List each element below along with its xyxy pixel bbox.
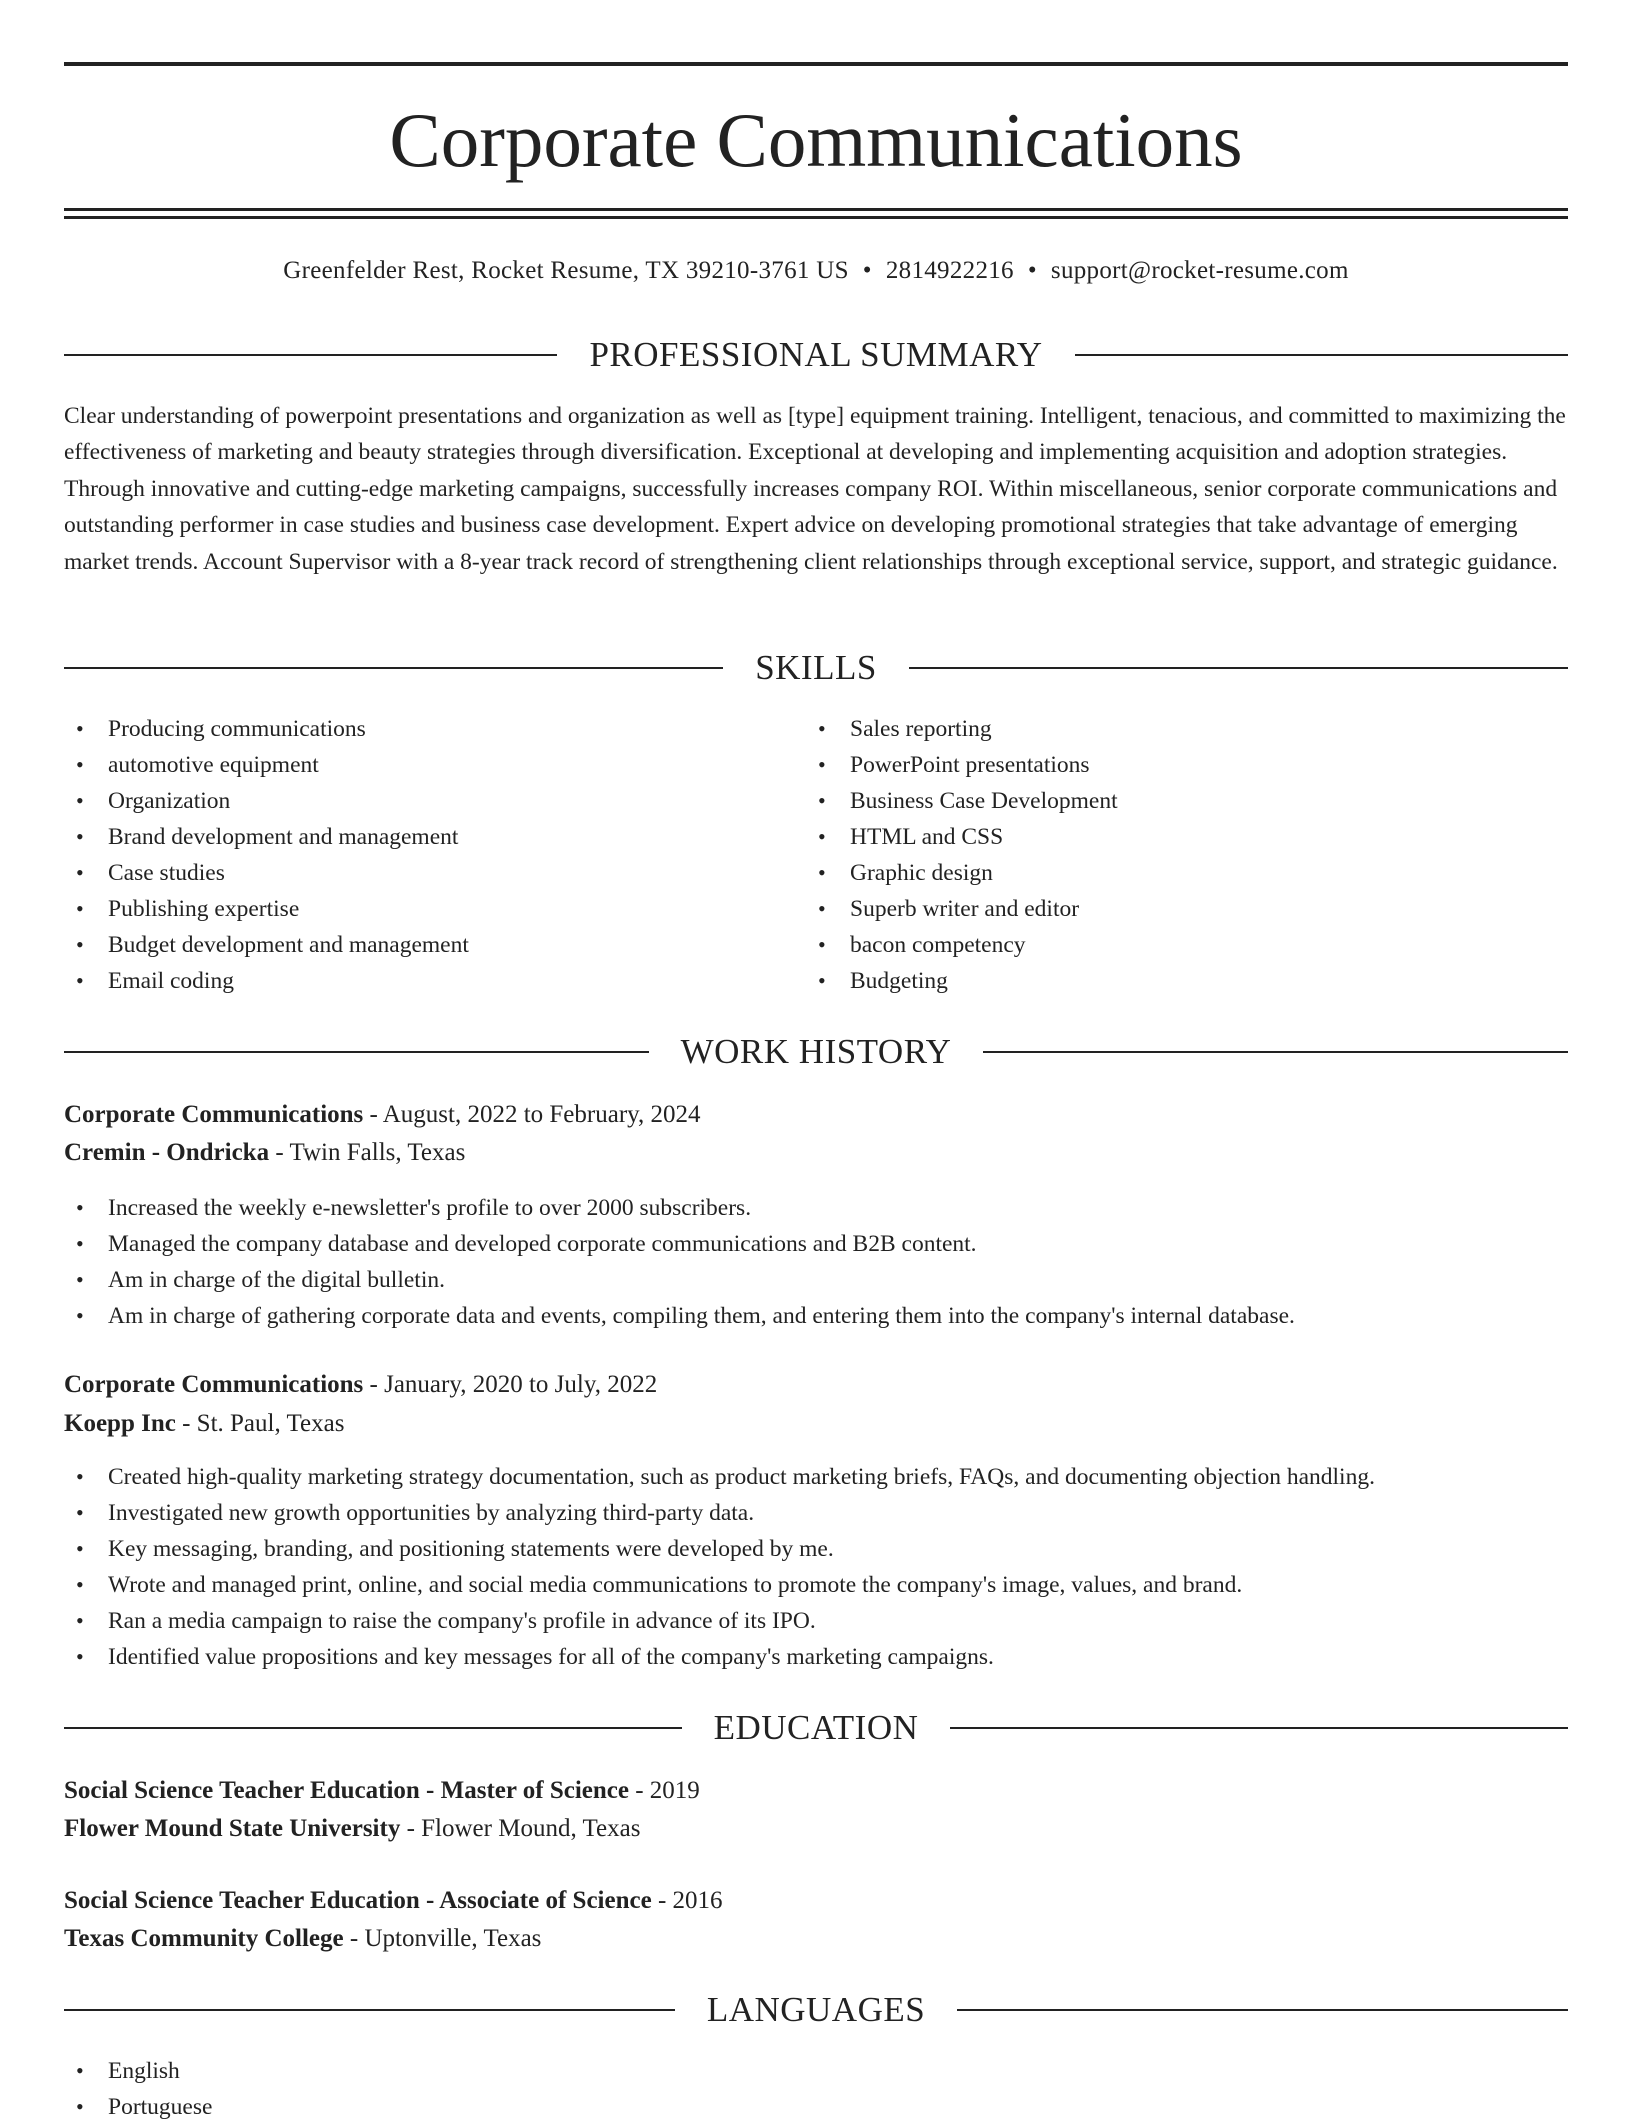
section-rule — [983, 1051, 1568, 1053]
contact-phone: 2814922216 — [885, 257, 1014, 284]
job-location: - St. Paul, Texas — [175, 1410, 345, 1437]
job-bullets — [64, 1190, 1568, 1334]
skill-item: • Sales reporting — [806, 711, 1506, 747]
job-title-line — [64, 1366, 1568, 1404]
title-rule-upper — [64, 208, 1568, 211]
section-rule — [950, 1727, 1568, 1729]
contact-separator: • — [1027, 257, 1037, 284]
work-heading: WORK HISTORY — [680, 1032, 952, 1071]
education-heading: EDUCATION — [713, 1708, 919, 1747]
skill-item: • Producing communications — [64, 711, 764, 747]
languages-heading: LANGUAGES — [706, 1990, 926, 2029]
job-location: - Twin Falls, Texas — [269, 1139, 466, 1166]
job-bullet: • Wrote and managed print, online, and social media communications to promote the company's image, values, and brand. — [64, 1567, 1568, 1603]
languages-section-header — [64, 1988, 1568, 2032]
education-school-line — [64, 1920, 1568, 1958]
job-bullet: • Am in charge of the digital bulletin. — [64, 1262, 1568, 1298]
skill-item: • HTML and CSS — [806, 819, 1506, 855]
section-rule — [64, 667, 723, 669]
section-rule — [957, 2009, 1568, 2011]
education-school: Flower Mound State University — [64, 1815, 401, 1842]
education-degree-line — [64, 1882, 1568, 1920]
job-bullet: • Am in charge of gathering corporate data and events, compiling them, and entering them into the company's internal database. — [64, 1298, 1568, 1334]
skill-item: • Case studies — [64, 855, 764, 891]
skill-item: • Business Case Development — [806, 783, 1506, 819]
work-section-header — [64, 1030, 1568, 1074]
job-bullet: • Investigated new growth opportunities by analyzing third-party data. — [64, 1495, 1568, 1531]
summary-section-header — [64, 333, 1568, 377]
skills-list-right — [806, 711, 1506, 999]
education-degree: Social Science Teacher Education - Associate of Science — [64, 1887, 652, 1914]
contact-info — [64, 254, 1568, 288]
job-dates: - August, 2022 to February, 2024 — [363, 1101, 701, 1128]
contact-email: support@rocket-resume.com — [1050, 257, 1349, 284]
skill-item: • Graphic design — [806, 855, 1506, 891]
skill-item: • Superb writer and editor — [806, 891, 1506, 927]
languages-list — [64, 2053, 1568, 2125]
job-company: Koepp Inc — [64, 1410, 176, 1437]
section-rule — [64, 1051, 649, 1053]
summary-heading: PROFESSIONAL SUMMARY — [589, 335, 1043, 374]
skills-heading: SKILLS — [755, 648, 877, 687]
skills-section-header — [64, 646, 1568, 690]
contact-separator: • — [862, 257, 872, 284]
section-rule — [64, 354, 557, 356]
skill-item: • Budgeting — [806, 963, 1506, 999]
section-rule — [1075, 354, 1568, 356]
resume-title: Corporate Communications — [389, 97, 1243, 183]
job-bullet: • Managed the company database and developed corporate communications and B2B content. — [64, 1226, 1568, 1262]
education-degree: Social Science Teacher Education - Master of Science — [64, 1777, 629, 1804]
skill-item: • PowerPoint presentations — [806, 747, 1506, 783]
skill-item: • Brand development and management — [64, 819, 764, 855]
education-location: - Uptonville, Texas — [343, 1925, 542, 1952]
section-rule — [64, 1727, 682, 1729]
job-bullets — [64, 1459, 1568, 1675]
contact-address: Greenfelder Rest, Rocket Resume, TX 39210-3761 US — [283, 257, 849, 284]
job-company: Cremin - Ondricka — [64, 1139, 270, 1166]
title-rule-lower — [64, 216, 1568, 219]
education-section-header — [64, 1706, 1568, 1750]
job-title-line — [64, 1096, 1568, 1134]
section-rule — [909, 667, 1568, 669]
education-school-line — [64, 1810, 1568, 1848]
skill-item: • Publishing expertise — [64, 891, 764, 927]
education-degree-line — [64, 1772, 1568, 1810]
language-item: • Portuguese — [64, 2089, 1568, 2125]
job-bullet: • Increased the weekly e-newsletter's profile to over 2000 subscribers. — [64, 1190, 1568, 1226]
skill-item: • Budget development and management — [64, 927, 764, 963]
summary-text: Clear understanding of powerpoint presentations and organization as well as [type] equipment training. Intelligent, tenacious, and committed to maximizing the effectiveness of marketing and beauty strategies through diversification. Exceptional at developing and implementing acquisition and adoption strategies. Through innovative and cutting-edge marketing campaigns, successfully increases company ROI. Within miscellaneous, senior corporate communications and outstanding performer in case studies and business case development. Expert advice on developing promotional strategies that take advantage of emerging market trends. Account Supervisor with a 8-year track record of strengthening client relationships through exceptional service, support, and strategic guidance. — [64, 403, 1566, 575]
section-rule — [64, 2009, 675, 2011]
skill-item: • Organization — [64, 783, 764, 819]
job-title: Corporate Communications — [64, 1371, 364, 1398]
job-bullet: • Identified value propositions and key messages for all of the company's marketing campaigns. — [64, 1639, 1568, 1675]
top-rule — [64, 62, 1568, 66]
education-school: Texas Community College — [64, 1925, 344, 1952]
job-bullet: • Key messaging, branding, and positioning statements were developed by me. — [64, 1531, 1568, 1567]
education-year: - 2016 — [651, 1887, 723, 1914]
skills-list-left — [64, 711, 764, 999]
job-bullet: • Ran a media campaign to raise the company's profile in advance of its IPO. — [64, 1603, 1568, 1639]
job-company-line — [64, 1134, 1568, 1172]
skill-item: • automotive equipment — [64, 747, 764, 783]
education-year: - 2019 — [628, 1777, 700, 1804]
language-item: • English — [64, 2053, 1568, 2089]
job-dates: - January, 2020 to July, 2022 — [363, 1371, 658, 1398]
education-location: - Flower Mound, Texas — [400, 1815, 641, 1842]
skill-item: • Email coding — [64, 963, 764, 999]
job-company-line — [64, 1405, 1568, 1443]
skill-item: • bacon competency — [806, 927, 1506, 963]
job-bullet: • Created high-quality marketing strategy documentation, such as product marketing briefs, FAQs, and documenting objection handling. — [64, 1459, 1568, 1495]
job-title: Corporate Communications — [64, 1101, 364, 1128]
